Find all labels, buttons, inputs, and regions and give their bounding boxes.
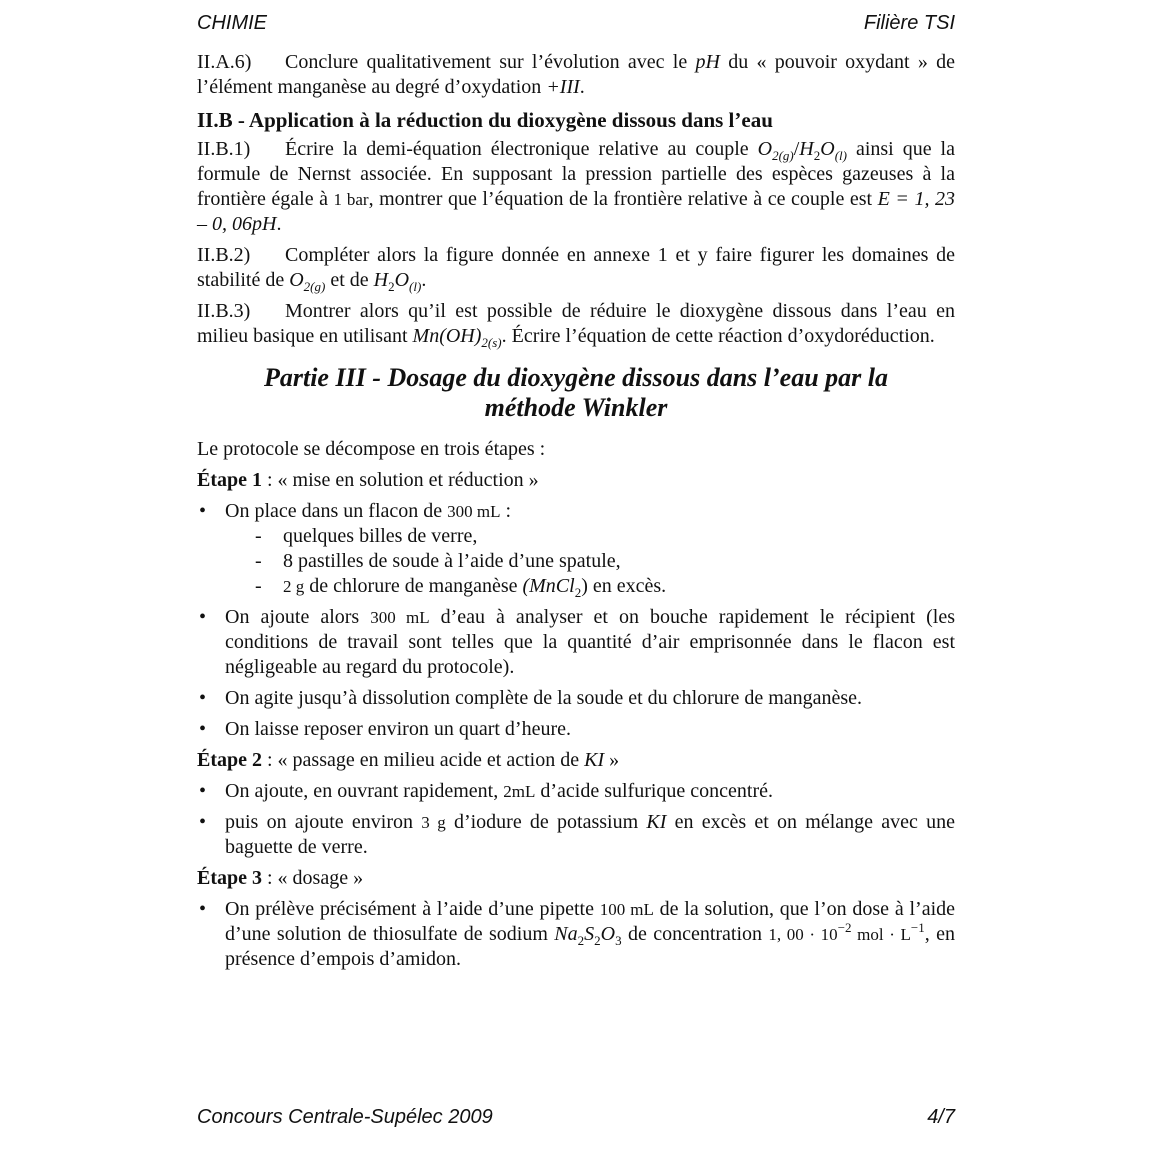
header-subject: CHIMIE: [197, 12, 267, 34]
page-content: [197, 50, 955, 978]
list-item: • puis on ajoute environ 3 g d’iodure de potassium KI en excès et on mélange avec une baguette de verre.: [197, 810, 955, 860]
question-IIA6: II.A.6) Conclure qualitativement sur l’évolution avec le pH du « pouvoir oxydant » de l’élément manganèse au degré d’oxydation +III.: [197, 51, 955, 98]
question-number: II.B.3): [197, 300, 251, 322]
list-item: • On agite jusqu’à dissolution complète de la soude et du chlorure de manganèse.: [197, 686, 955, 711]
question-IIB2: II.B.2) Compléter alors la figure donnée en annexe 1 et y faire figurer les domaines de stabilité de $O_{2(g)}$ et de $H_2O_{(l)}$.: [197, 244, 955, 294]
footer-exam: Concours Centrale-Supélec 2009: [197, 1106, 493, 1128]
list-item: • On place dans un flacon de 300 mL : - quelques billes de verre, - 8 pastilles de soude à l’aide d’une spatule, - 2 g de chlorure de manganèse (MnCl$_2$) en excès.: [197, 499, 955, 599]
list-item: • On ajoute, en ouvrant rapidement, 2mL d’acide sulfurique concentré.: [197, 779, 955, 804]
list-item: • On ajoute alors 300 mL d’eau à analyser et on bouche rapidement le récipient (les conditions de travail sont telles que la quantité d’air emprisonnée dans le flacon est négligeable au regard du protocole).: [197, 605, 955, 680]
page-header: [197, 12, 955, 35]
sub-list-item: - 2 g de chlorure de manganèse (MnCl$_2$) en excès.: [225, 574, 955, 599]
list-item: • On prélève précisément à l’aide d’une pipette 100 mL de la solution, que l’on dose à l’aide d’une solution de thiosulfate de sodium $Na_2S_2O_3$ de concentration 1, $00 \cdot 10^{-2}$ mol · $L^{-1}$, en présence d’empois d’amidon.: [197, 897, 955, 972]
sub-list: [225, 524, 955, 599]
question-IIB1: II.B.1) Écrire la demi-équation électronique relative au couple $O_{2(g)}/H_2O_{(l)}$ ainsi que la formule de Nernst associée. En supposant la pression partielle des espèces gazeuses à la frontière égale à 1 bar, montrer que l’équation de la frontière relative à ce couple est E = 1, 23 – 0, 06pH.: [197, 138, 955, 235]
step-2-heading: Étape 2 : « passage en milieu acide et action de KI »: [197, 749, 620, 771]
step-1-list: [197, 499, 955, 742]
step-2-list: [197, 779, 955, 860]
question-number: II.B.2): [197, 244, 251, 266]
sub-list-item: - quelques billes de verre,: [225, 524, 955, 549]
step-3-list: [197, 897, 955, 972]
step-1-heading: Étape 1 : « mise en solution et réduction »: [197, 469, 539, 491]
list-item: • On laisse reposer environ un quart d’heure.: [197, 717, 955, 742]
sub-list-item: - 8 pastilles de soude à l’aide d’une spatule,: [225, 549, 955, 574]
header-track: Filière TSI: [863, 12, 955, 34]
question-IIB3: II.B.3) Montrer alors qu’il est possible de réduire le dioxygène dissous dans l’eau en milieu basique en utilisant $Mn(OH)_{2(s)}$. Écrire l’équation de cette réaction d’oxydoréduction.: [197, 300, 955, 350]
page-number: 4/7: [927, 1106, 955, 1128]
part-III-title: Partie III - Dosage du dioxygène dissous dans l’eau par la méthode Winkler: [263, 363, 889, 422]
question-number: II.A.6): [197, 51, 252, 73]
question-number: II.B.1): [197, 138, 251, 160]
page-footer: [197, 1106, 955, 1129]
section-title-IIB: II.B - Application à la réduction du dioxygène dissous dans l’eau: [197, 108, 773, 132]
step-3-heading: Étape 3 : « dosage »: [197, 867, 364, 889]
protocol-intro: Le protocole se décompose en trois étapes :: [197, 438, 546, 460]
